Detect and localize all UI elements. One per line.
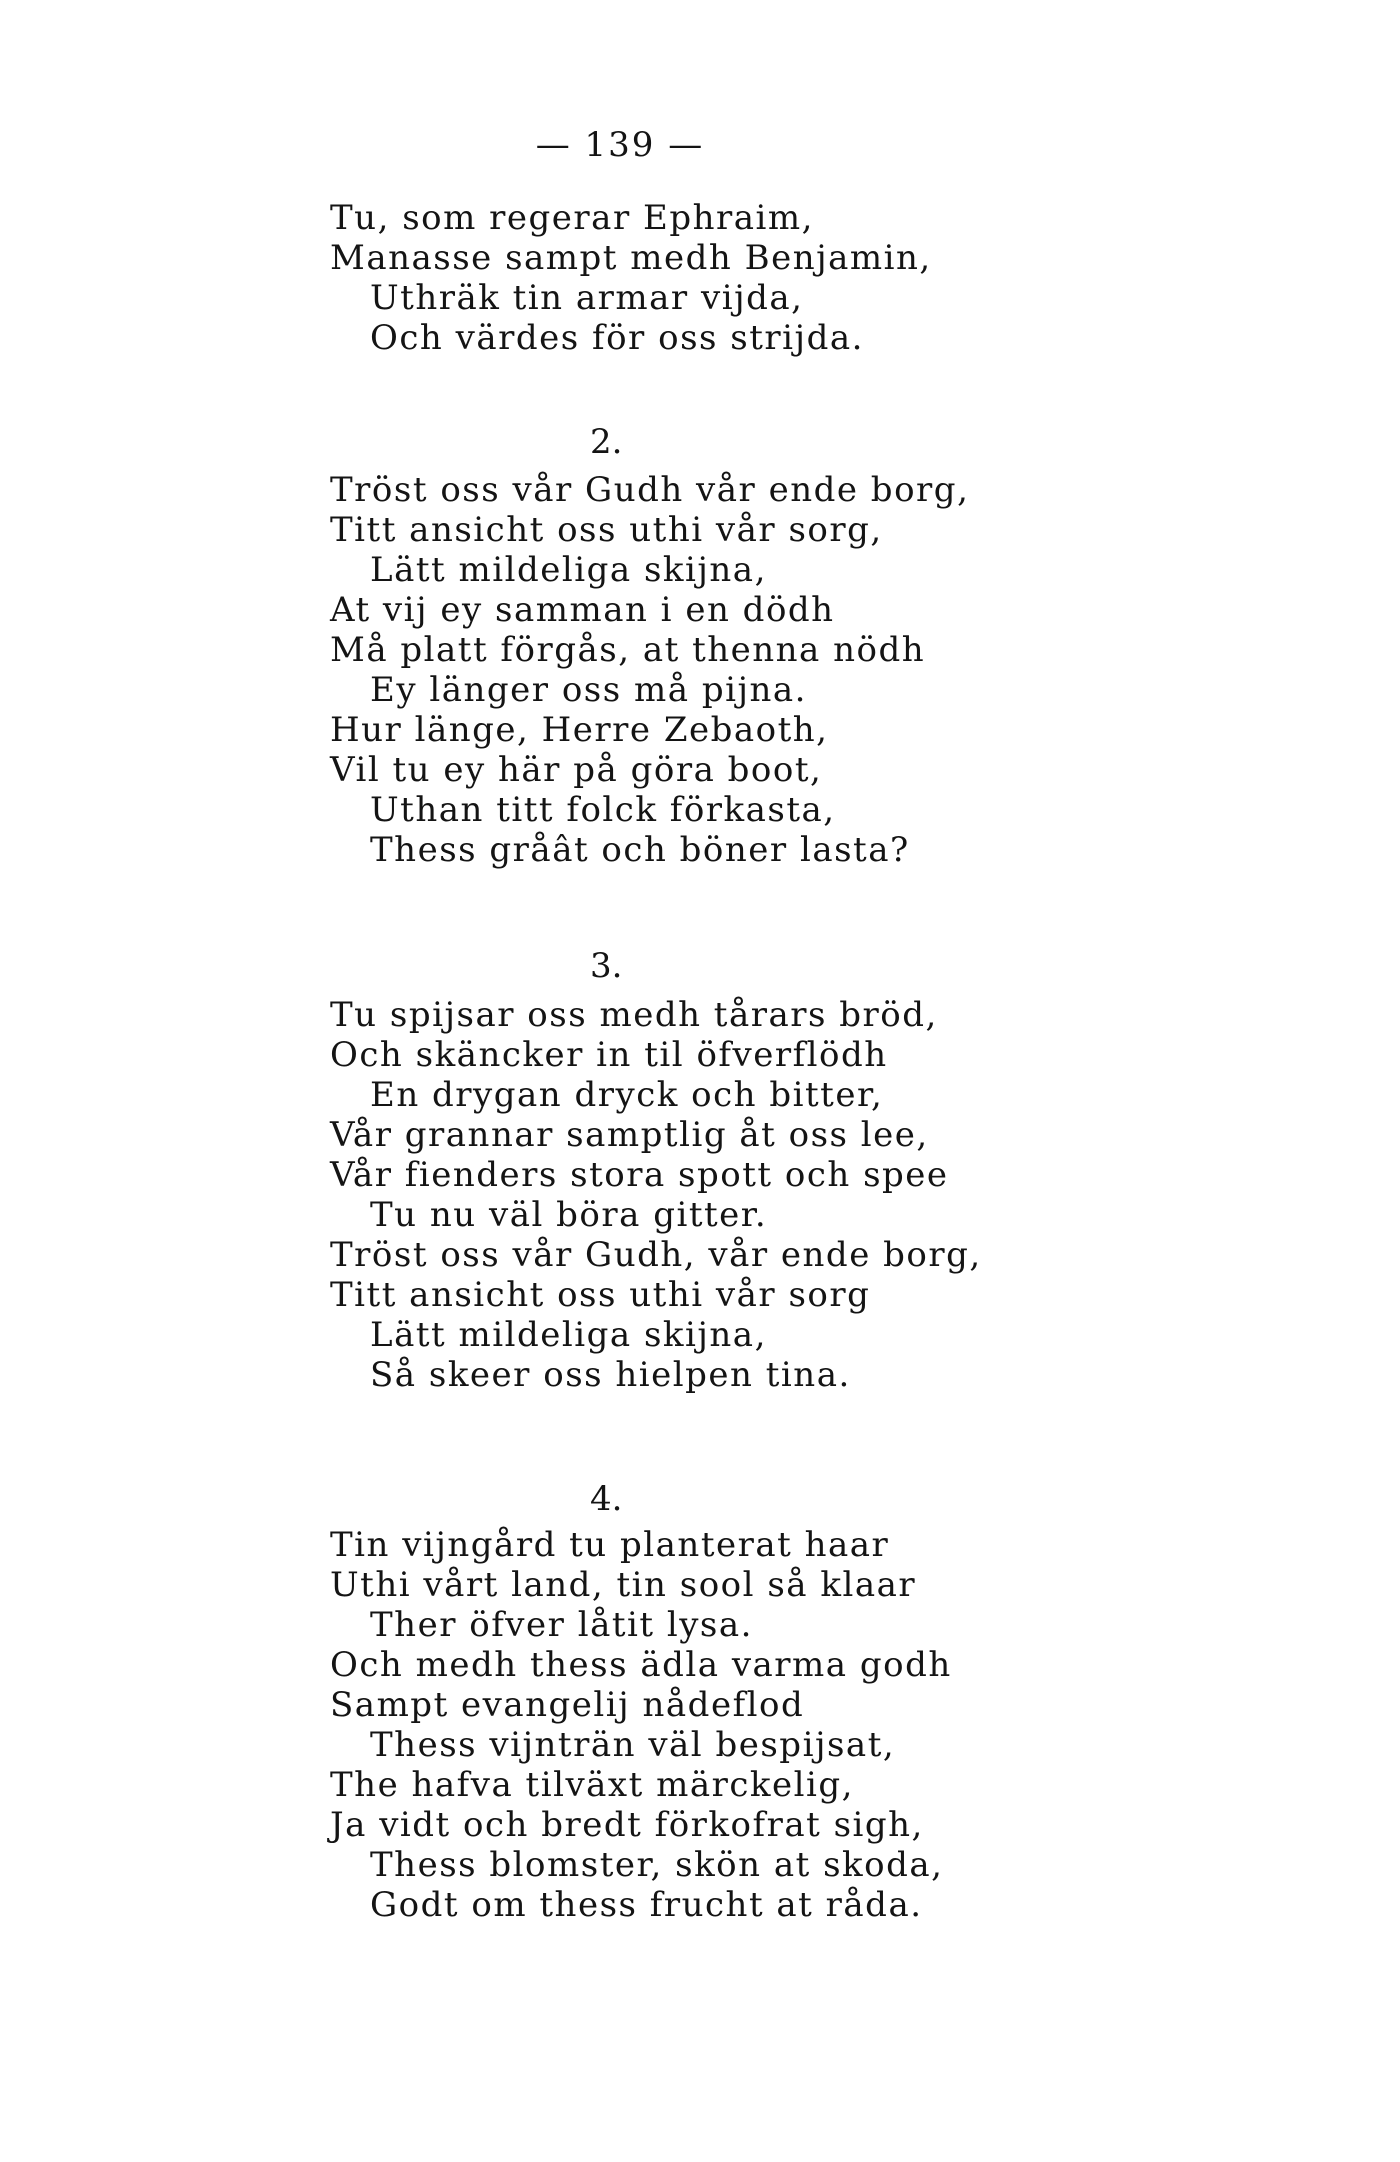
verse-line: Sampt evangelij nådeflod [330,1685,805,1725]
verse-line: Ther öfver låtit lysa. [370,1605,753,1645]
verse-line: Ey länger oss må pijna. [370,670,807,710]
verse-line: Och värdes för oss strijda. [370,318,864,358]
verse-line: Lätt mildeliga skijna, [370,1315,767,1355]
verse-line: Så skeer oss hielpen tina. [370,1355,851,1395]
verse-line: Thess blomster, skön at skoda, [370,1845,944,1885]
verse-line: Vår fienders stora spott och spee [330,1155,949,1195]
verse-line: Och skäncker in til öfverflödh [330,1035,888,1075]
verse-line: Thess gråât och böner lasta? [370,830,910,870]
stanza-3 [330,995,990,1395]
verse-line: Tu nu väl böra gitter. [370,1195,768,1235]
verse-line: Uthan titt folck förkasta, [370,790,836,830]
stanza-number-4: 4. [590,1479,623,1519]
verse-line: Ja vidt och bredt förkofrat sigh, [330,1805,924,1845]
verse-line: Och medh thess ädla varma godh [330,1645,952,1685]
verse-line: Vil tu ey här på göra boot, [330,750,823,790]
stanza-number-2: 2. [590,422,623,462]
verse-line: Uthi vårt land, tin sool så klaar [330,1565,917,1605]
page-number: — 139 — [535,125,705,165]
verse-line: Tu spijsar oss medh tårars bröd, [330,995,938,1035]
verse-line: Vår grannar samptlig åt oss lee, [330,1115,929,1155]
verse-line: The hafva tilväxt märckelig, [330,1765,854,1805]
stanza-number-3: 3. [590,946,623,986]
verse-line: Titt ansicht oss uthi vår sorg, [330,510,883,550]
verse-line: Tröst oss vår Gudh vår ende borg, [330,470,970,510]
stanza-2 [330,470,990,870]
verse-line: Tu, som regerar Ephraim, [330,198,814,238]
verse-line: Titt ansicht oss uthi vår sorg [330,1275,871,1315]
verse-line: Manasse sampt medh Benjamin, [330,238,932,278]
stanza-1 [330,198,990,358]
verse-line: Tin vijngård tu planterat haar [330,1525,890,1565]
verse-line: Uthräk tin armar vijda, [370,278,804,318]
verse-line: Lätt mildeliga skijna, [370,550,767,590]
verse-line: Må platt förgås, at thenna nödh [330,630,926,670]
verse-line: Thess vijnträn väl bespijsat, [370,1725,896,1765]
verse-line: En drygan dryck och bitter, [370,1075,884,1115]
verse-line: Hur länge, Herre Zebaoth, [330,710,829,750]
stanza-4 [330,1525,990,1925]
verse-line: Godt om thess frucht at råda. [370,1885,923,1925]
verse-line: Tröst oss vår Gudh, vår ende borg, [330,1235,982,1275]
verse-line: At vij ey samman i en dödh [330,590,835,630]
